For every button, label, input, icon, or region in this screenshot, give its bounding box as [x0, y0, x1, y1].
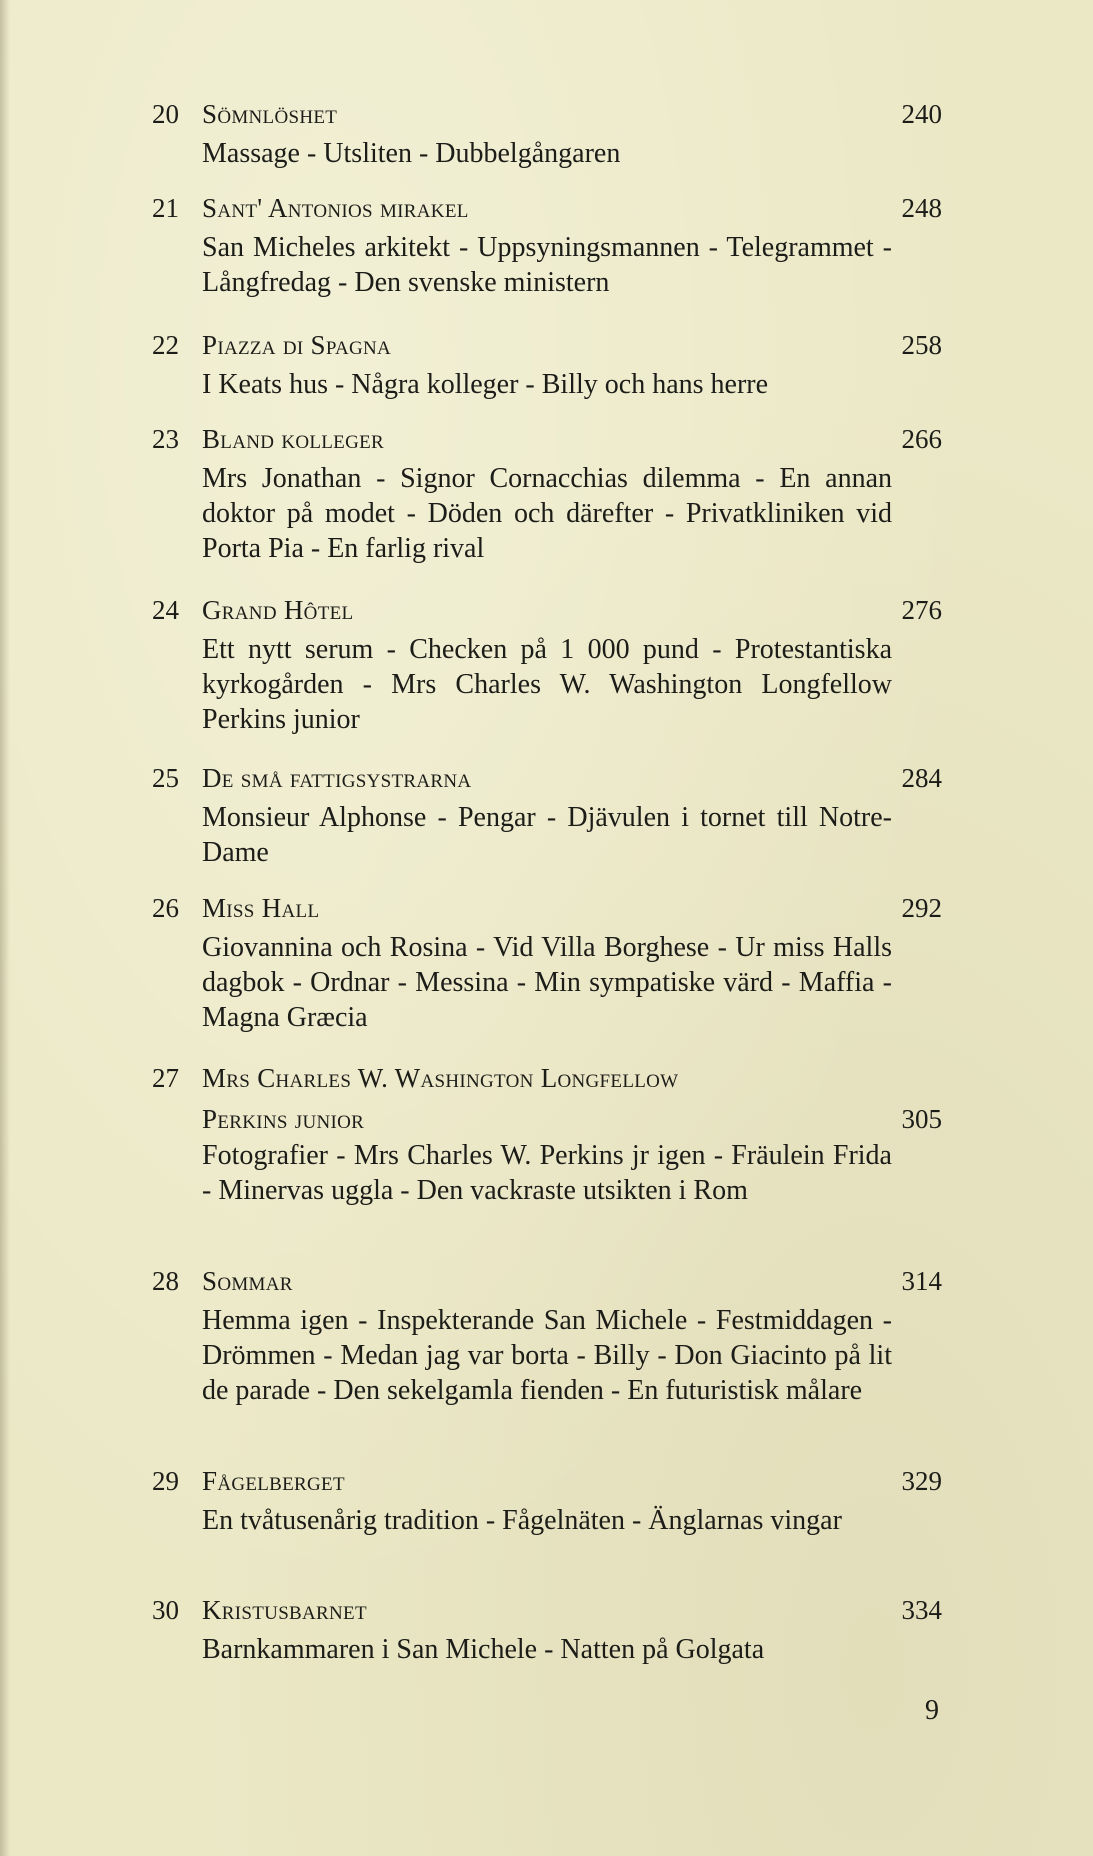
chapter-number: 27 [152, 1063, 179, 1093]
chapter-title: Grand Hôtel [202, 595, 354, 625]
entry-heading [152, 1588, 942, 1632]
toc-entry-23 [152, 417, 942, 566]
toc-entry-29 [152, 1459, 942, 1538]
chapter-title: Fågelberget [202, 1466, 345, 1496]
chapter-page: 284 [901, 763, 942, 793]
toc-entry-20 [152, 92, 942, 171]
chapter-page: 276 [901, 595, 942, 625]
toc-entry-28 [152, 1259, 942, 1408]
chapter-title: Sommar [202, 1266, 293, 1296]
chapter-subjects: Barnkammaren i San Michele - Natten på Golgata [202, 1634, 765, 1665]
entry-heading [152, 323, 942, 367]
entry-heading [152, 756, 942, 800]
chapter-number: 30 [152, 1595, 179, 1625]
chapter-number: 28 [152, 1266, 179, 1296]
entry-heading [152, 186, 942, 230]
entry-heading [152, 417, 942, 461]
entry-heading [152, 1259, 942, 1303]
chapter-page: 305 [901, 1104, 942, 1134]
chapter-subjects: Monsieur Alphonse - Pengar - Djävulen i tornet till Notre-Dame [202, 802, 892, 868]
chapter-subjects: Fotografier - Mrs Charles W. Perkins jr igen - Fräulein Frida - Minervas uggla - Den vackraste utsikten i Rom [202, 1140, 892, 1206]
entry-heading-continued [152, 1100, 942, 1138]
chapter-subjects: I Keats hus - Några kolleger - Billy och hans herre [202, 369, 769, 400]
chapter-title: Piazza di Spagna [202, 330, 392, 360]
chapter-number: 29 [152, 1466, 179, 1496]
toc-entry-25 [152, 756, 942, 870]
chapter-title: Mrs Charles W. Washington Longfellow [202, 1063, 679, 1093]
page-folio-number: 9 [925, 1695, 939, 1726]
entry-heading [152, 92, 942, 136]
chapter-subjects: Giovannina och Rosina - Vid Villa Borghese - Ur miss Halls dagbok - Ordnar - Messina - Min sympatiske värd - Maffia - Magna Græcia [202, 932, 892, 1033]
toc-entry-30 [152, 1588, 942, 1667]
chapter-page: 266 [901, 424, 942, 454]
chapter-subjects: Mrs Jonathan - Signor Cornacchias dilemma - En annan doktor på modet - Döden och därefter - Privatkliniken vid Porta Pia - En farlig rival [202, 463, 892, 564]
chapter-number: 21 [152, 193, 179, 223]
toc-entry-22 [152, 323, 942, 402]
chapter-title-continued: Perkins junior [202, 1104, 365, 1134]
toc-entry-21 [152, 186, 942, 300]
page-edge-shadow [0, 0, 10, 1856]
chapter-number: 20 [152, 99, 179, 129]
toc-entry-26 [152, 886, 942, 1035]
chapter-title: Sömnlöshet [202, 99, 338, 129]
chapter-page: 248 [901, 193, 942, 223]
chapter-page: 314 [901, 1266, 942, 1296]
entry-heading [152, 1459, 942, 1503]
entry-heading [152, 1056, 942, 1100]
chapter-subjects: En tvåtusenårig tradition - Fågelnäten - Änglarnas vingar [202, 1505, 842, 1536]
chapter-number: 24 [152, 595, 179, 625]
chapter-title: Miss Hall [202, 893, 320, 923]
chapter-title: Bland kolleger [202, 424, 384, 454]
chapter-title: De små fattigsystrarna [202, 763, 472, 793]
chapter-subjects: Massage - Utsliten - Dubbelgångaren [202, 138, 621, 169]
chapter-title: Sant' Antonios mirakel [202, 193, 469, 223]
chapter-title: Kristusbarnet [202, 1595, 367, 1625]
toc-entry-27 [152, 1056, 942, 1208]
chapter-page: 329 [901, 1466, 942, 1496]
chapter-page: 334 [901, 1595, 942, 1625]
chapter-subjects: Hemma igen - Inspekterande San Michele - Festmiddagen - Drömmen - Medan jag var borta - Billy - Don Giacinto på lit de parade - Den sekelgamla fienden - En futuristisk målare [202, 1305, 892, 1406]
chapter-page: 292 [901, 893, 942, 923]
chapter-page: 240 [901, 99, 942, 129]
entry-heading [152, 886, 942, 930]
chapter-subjects: San Micheles arkitekt - Uppsyningsmannen - Telegrammet - Långfredag - Den svenske ministern [202, 232, 892, 298]
chapter-page: 258 [901, 330, 942, 360]
chapter-subjects: Ett nytt serum - Checken på 1 000 pund - Protestantiska kyrkogården - Mrs Charles W. Washington Longfellow Perkins junior [202, 634, 892, 735]
entry-heading [152, 588, 942, 632]
chapter-number: 25 [152, 763, 179, 793]
chapter-number: 23 [152, 424, 179, 454]
chapter-number: 22 [152, 330, 179, 360]
toc-entry-24 [152, 588, 942, 737]
chapter-number: 26 [152, 893, 179, 923]
